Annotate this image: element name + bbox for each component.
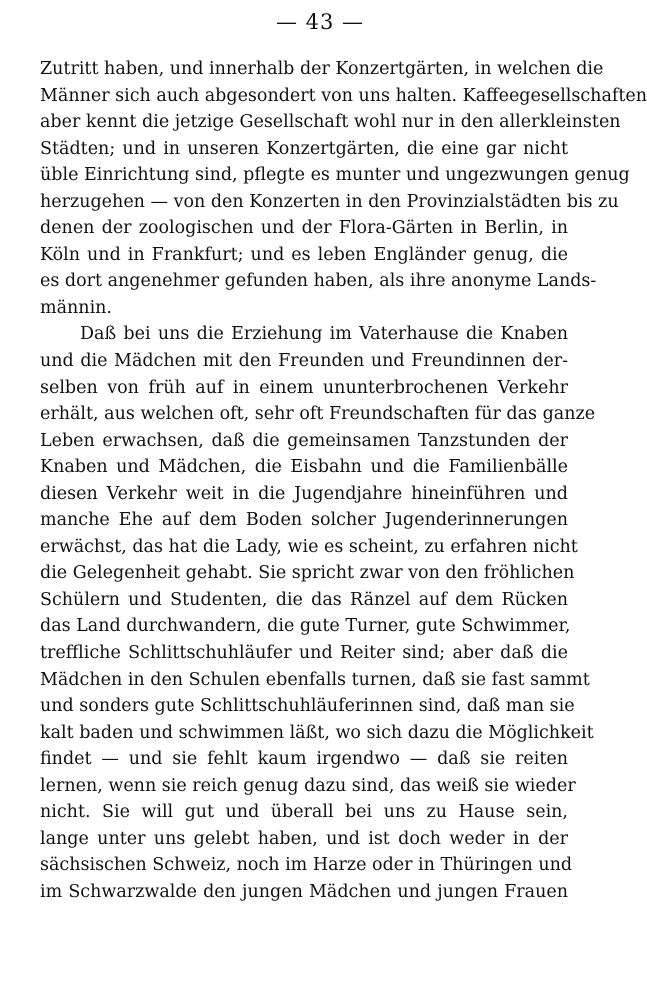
text-line: diesen Verkehr weit in die Jugendjahre hineinführen und bbox=[40, 483, 568, 504]
text-line: Schülern und Studenten, die das Ränzel auf dem Rücken bbox=[40, 589, 568, 610]
text-line: Mädchen in den Schulen ebenfalls turnen, daß sie fast sammt bbox=[40, 669, 590, 690]
text-line: erwächst, das hat die Lady, wie es scheint, zu erfahren nicht bbox=[40, 536, 578, 557]
text-line: erhält, aus welchen oft, sehr oft Freundschaften für das ganze bbox=[40, 404, 596, 425]
text-line: denen der zoologischen und der Flora-Gärten in Berlin, in bbox=[40, 218, 568, 239]
text-line: manche Ehe auf dem Boden solcher Jugenderinnerungen bbox=[40, 510, 568, 531]
text-line: kalt baden und schwimmen läßt, wo sich dazu die Möglichkeit bbox=[40, 722, 594, 743]
text-line: das Land durchwandern, die gute Turner, gute Schwimmer, bbox=[40, 616, 571, 637]
text-line: nicht. Sie will gut und überall bei uns zu Hause sein, bbox=[40, 802, 568, 823]
text-line: und sonders gute Schlittschuhläuferinnen sind, daß man sie bbox=[40, 696, 575, 717]
text-line: Köln und in Frankfurt; und es leben Engländer genug, die bbox=[40, 244, 568, 265]
text-line: herzugehen — von den Konzerten in den Provinzialstädten bis zu bbox=[40, 191, 619, 212]
text-line: lange unter uns gelebt haben, und ist doch weder in der bbox=[40, 828, 568, 849]
paragraph-start-line: Daß bei uns die Erziehung im Vaterhause die Knaben bbox=[80, 324, 568, 345]
text-line: Städten; und in unseren Konzertgärten, die eine gar nicht bbox=[40, 138, 568, 159]
text-line: aber kennt die jetzige Gesellschaft wohl nur in den allerkleinsten bbox=[40, 112, 621, 133]
text-line: lernen, wenn sie reich genug dazu sind, das weiß sie wieder bbox=[40, 775, 576, 796]
paragraph-end-line: männin. bbox=[40, 297, 112, 318]
text-line: sächsischen Schweiz, noch im Harze oder in Thüringen und bbox=[40, 855, 573, 876]
text-line: Knaben und Mädchen, die Eisbahn und die Familienbälle bbox=[40, 457, 568, 478]
text-line: Leben erwachsen, daß die gemeinsamen Tanzstunden der bbox=[40, 430, 568, 451]
text-line: und die Mädchen mit den Freunden und Freundinnen der- bbox=[40, 351, 568, 372]
text-line: selben von früh auf in einem ununterbrochenen Verkehr bbox=[40, 377, 568, 398]
text-line: Zutritt haben, und innerhalb der Konzertgärten, in welchen die bbox=[40, 59, 604, 79]
page-number: — 43 — bbox=[275, 10, 365, 34]
text-line: üble Einrichtung sind, pflegte es munter und ungezwungen genug bbox=[40, 165, 630, 186]
text-line: treffliche Schlittschuhläufer und Reiter sind; aber daß die bbox=[40, 643, 568, 664]
text-line: es dort angenehmer gefunden haben, als ihre anonyme Lands- bbox=[40, 271, 597, 292]
text-line: findet — und sie fehlt kaum irgendwo — daß sie reiten bbox=[40, 749, 568, 770]
body-text bbox=[40, 56, 647, 906]
text-line: im Schwarzwalde den jungen Mädchen und jungen Frauen bbox=[40, 881, 568, 902]
text-line: Männer sich auch abgesondert von uns halten. Kaffeegesellschaften bbox=[40, 85, 647, 106]
text-line: die Gelegenheit gehabt. Sie spricht zwar von den fröhlichen bbox=[40, 563, 575, 584]
